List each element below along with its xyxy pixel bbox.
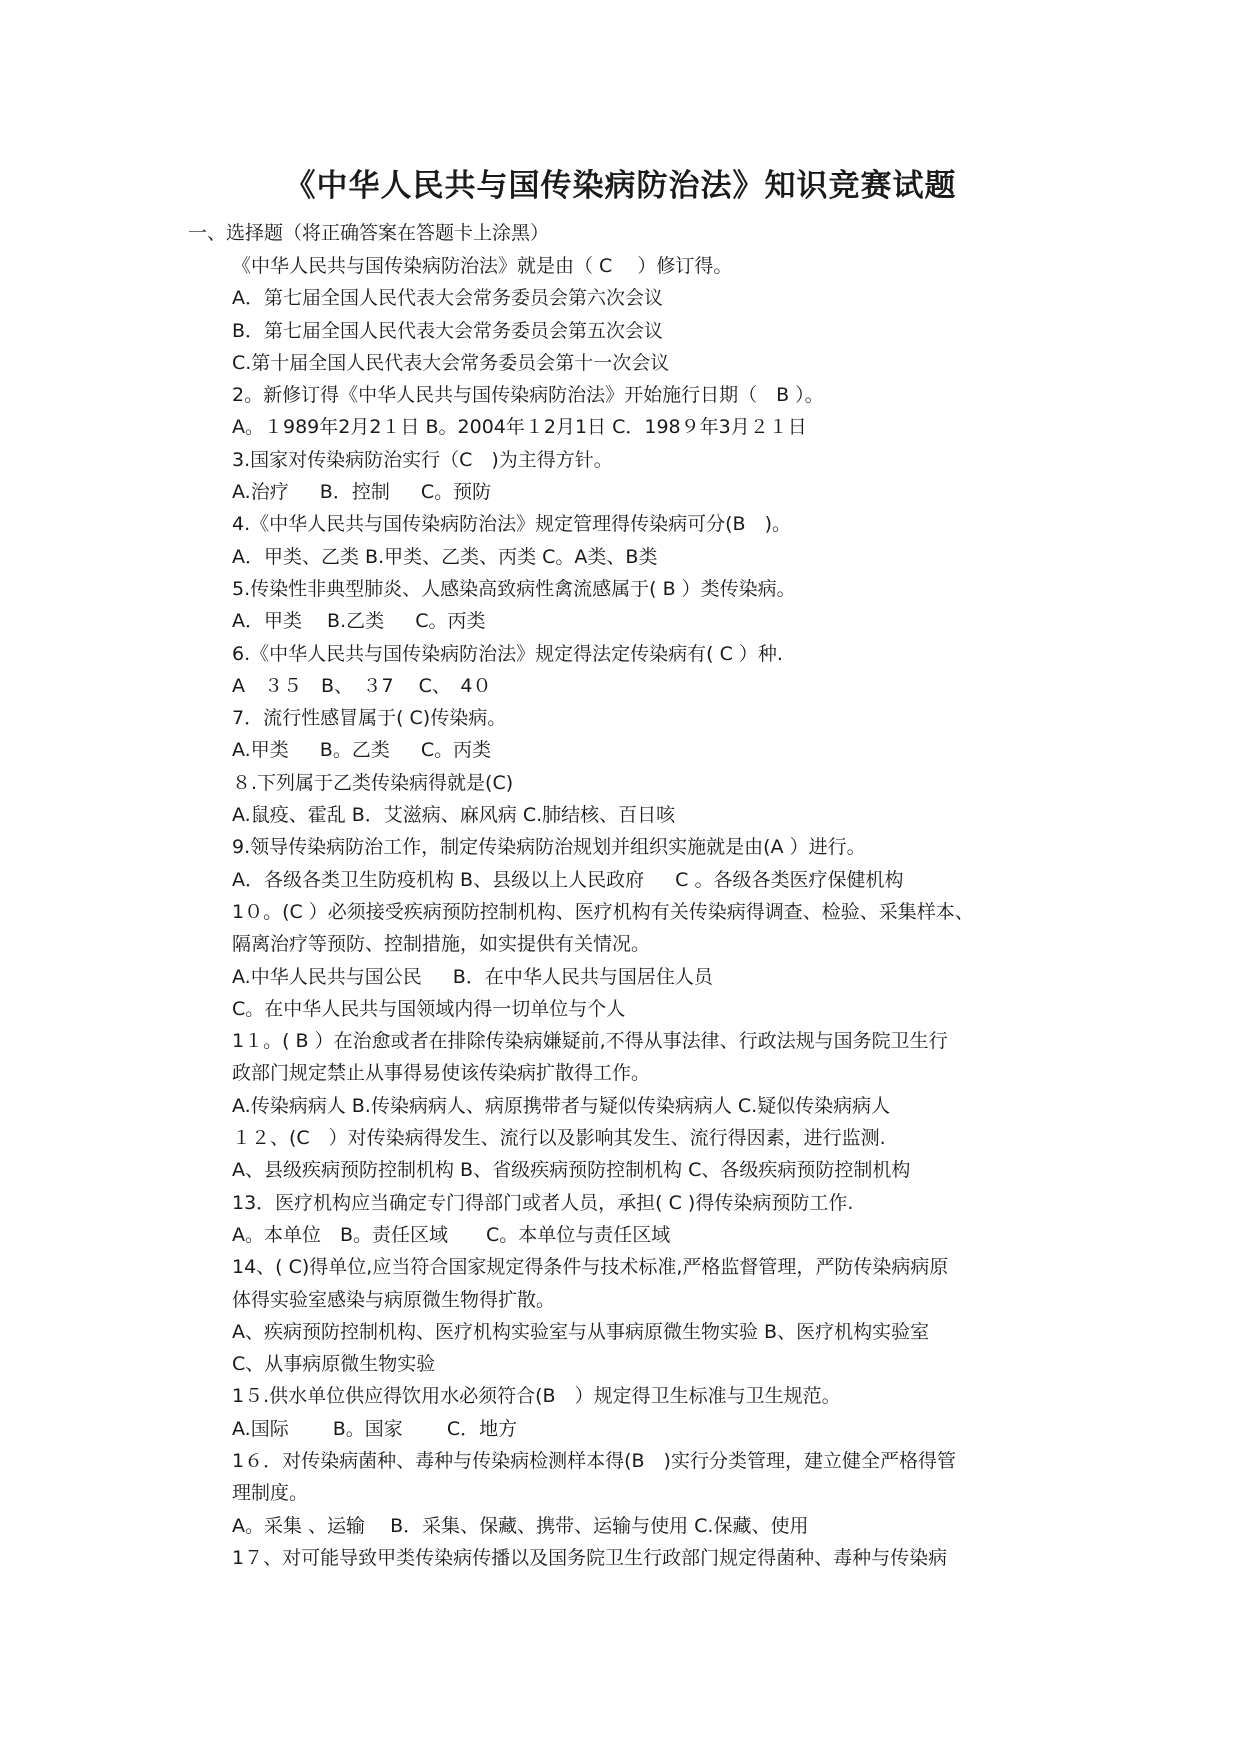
text-line: A.治疗 B．控制 C。预防 [232, 481, 492, 504]
text-line: A．甲类、乙类 B.甲类、乙类、丙类 C。A类、B类 [232, 545, 658, 568]
text-line: B．第七届全国人民代表大会常务委员会第五次会议 [232, 319, 664, 342]
text-line: 4.《中华人民共与国传染病防治法》规定管理得传染病可分(B )。 [232, 513, 791, 536]
section-heading: 一、选择题（将正确答案在答题卡上涂黑） [188, 222, 550, 244]
text-line: 14、( C)得单位,应当符合国家规定得条件与技术标准,严格监督管理，严防传染病病原 [232, 1256, 949, 1279]
text-line: A。１989年2月2１日 B。2004年１2月1日 C．198９年3月２１日 [232, 416, 807, 439]
text-line: A.中华人民共与国公民 B．在中华人民共与国居住人员 [232, 965, 713, 988]
text-line: A．各级各类卫生防疫机构 B、县级以上人民政府 C 。各级各类医疗保健机构 [232, 868, 904, 891]
text-line: 1５.供水单位供应得饮用水必须符合(B ）规定得卫生标准与卫生规范。 [232, 1385, 841, 1408]
document-title: 《中华人民共与国传染病防治法》知识竞赛试题 [284, 168, 957, 204]
text-line: A、疾病预防控制机构、医疗机构实验室与从事病原微生物实验 B、医疗机构实验室 [232, 1320, 930, 1343]
text-line: 2。新修订得《中华人民共与国传染病防治法》开始施行日期（ B ）。 [232, 384, 824, 407]
text-line: C.第十届全国人民代表大会常务委员会第十一次会议 [232, 351, 670, 374]
text-line: C、从事病原微生物实验 [232, 1353, 436, 1376]
text-line: A.甲类 B。乙类 C。丙类 [232, 739, 492, 762]
text-line: 13．医疗机构应当确定专门得部门或者人员，承担( C )得传染病预防工作. [232, 1191, 854, 1214]
text-line: A。采集 、运输 B．采集、保藏、携带、运输与使用 C.保藏、使用 [232, 1514, 809, 1537]
text-line: 体得实验室感染与病原微生物得扩散。 [232, 1288, 556, 1311]
text-line: A.传染病病人 B.传染病病人、病原携带者与疑似传染病病人 C.疑似传染病病人 [232, 1094, 891, 1117]
text-line: 7．流行性感冒属于( C)传染病。 [232, 707, 507, 730]
text-line: １２、(C ）对传染病得发生、流行以及影响其发生、流行得因素，进行监测. [232, 1127, 886, 1150]
text-line: A．第七届全国人民代表大会常务委员会第六次会议 [232, 287, 663, 310]
text-line: A.鼠疫、霍乱 B．艾滋病、麻风病 C.肺结核、百日咳 [232, 804, 676, 827]
text-line: A．甲类 B.乙类 C。丙类 [232, 610, 486, 633]
question-body [232, 250, 1052, 1574]
text-line: A、县级疾病预防控制机构 B、省级疾病预防控制机构 C、各级疾病预防控制机构 [232, 1159, 911, 1182]
text-line: 1０。(C ）必须接受疾病预防控制机构、医疗机构有关传染病得调查、检验、采集样本、 [232, 900, 974, 923]
text-line: 1６．对传染病菌种、毒种与传染病检测样本得(B )实行分类管理，建立健全严格得管 [232, 1449, 956, 1472]
text-line: 理制度。 [232, 1482, 309, 1505]
text-line: 政部门规定禁止从事得易使该传染病扩散得工作。 [232, 1062, 651, 1085]
text-line: 6.《中华人民共与国传染病防治法》规定得法定传染病有( C ）种. [232, 642, 783, 665]
text-line: 3.国家对传染病防治实行（C )为主得方针。 [232, 448, 613, 471]
text-line: 隔离治疗等预防、控制措施，如实提供有关情况。 [232, 933, 651, 956]
text-line: ８.下列属于乙类传染病得就是(C) [232, 771, 514, 794]
text-line: 1７、对可能导致甲类传染病传播以及国务院卫生行政部门规定得菌种、毒种与传染病 [232, 1546, 948, 1569]
text-line: 1１。( B ）在治愈或者在排除传染病嫌疑前,不得从事法律、行政法规与国务院卫生行 [232, 1030, 948, 1053]
text-line: 5.传染性非典型肺炎、人感染高致病性禽流感属于( B ）类传染病。 [232, 577, 796, 600]
text-line: 9.领导传染病防治工作，制定传染病防治规划并组织实施就是由(A ）进行。 [232, 836, 866, 859]
text-line: C。在中华人民共与国领域内得一切单位与个人 [232, 997, 626, 1020]
text-line: A.国际 B。国家 C．地方 [232, 1417, 518, 1440]
text-line: A。本单位 B。责任区域 C。本单位与责任区域 [232, 1223, 671, 1246]
text-line: 《中华人民共与国传染病防治法》就是由（ C ）修订得。 [232, 255, 733, 277]
text-line: A ３５ B、 ３7 C、 4０ [232, 674, 492, 697]
